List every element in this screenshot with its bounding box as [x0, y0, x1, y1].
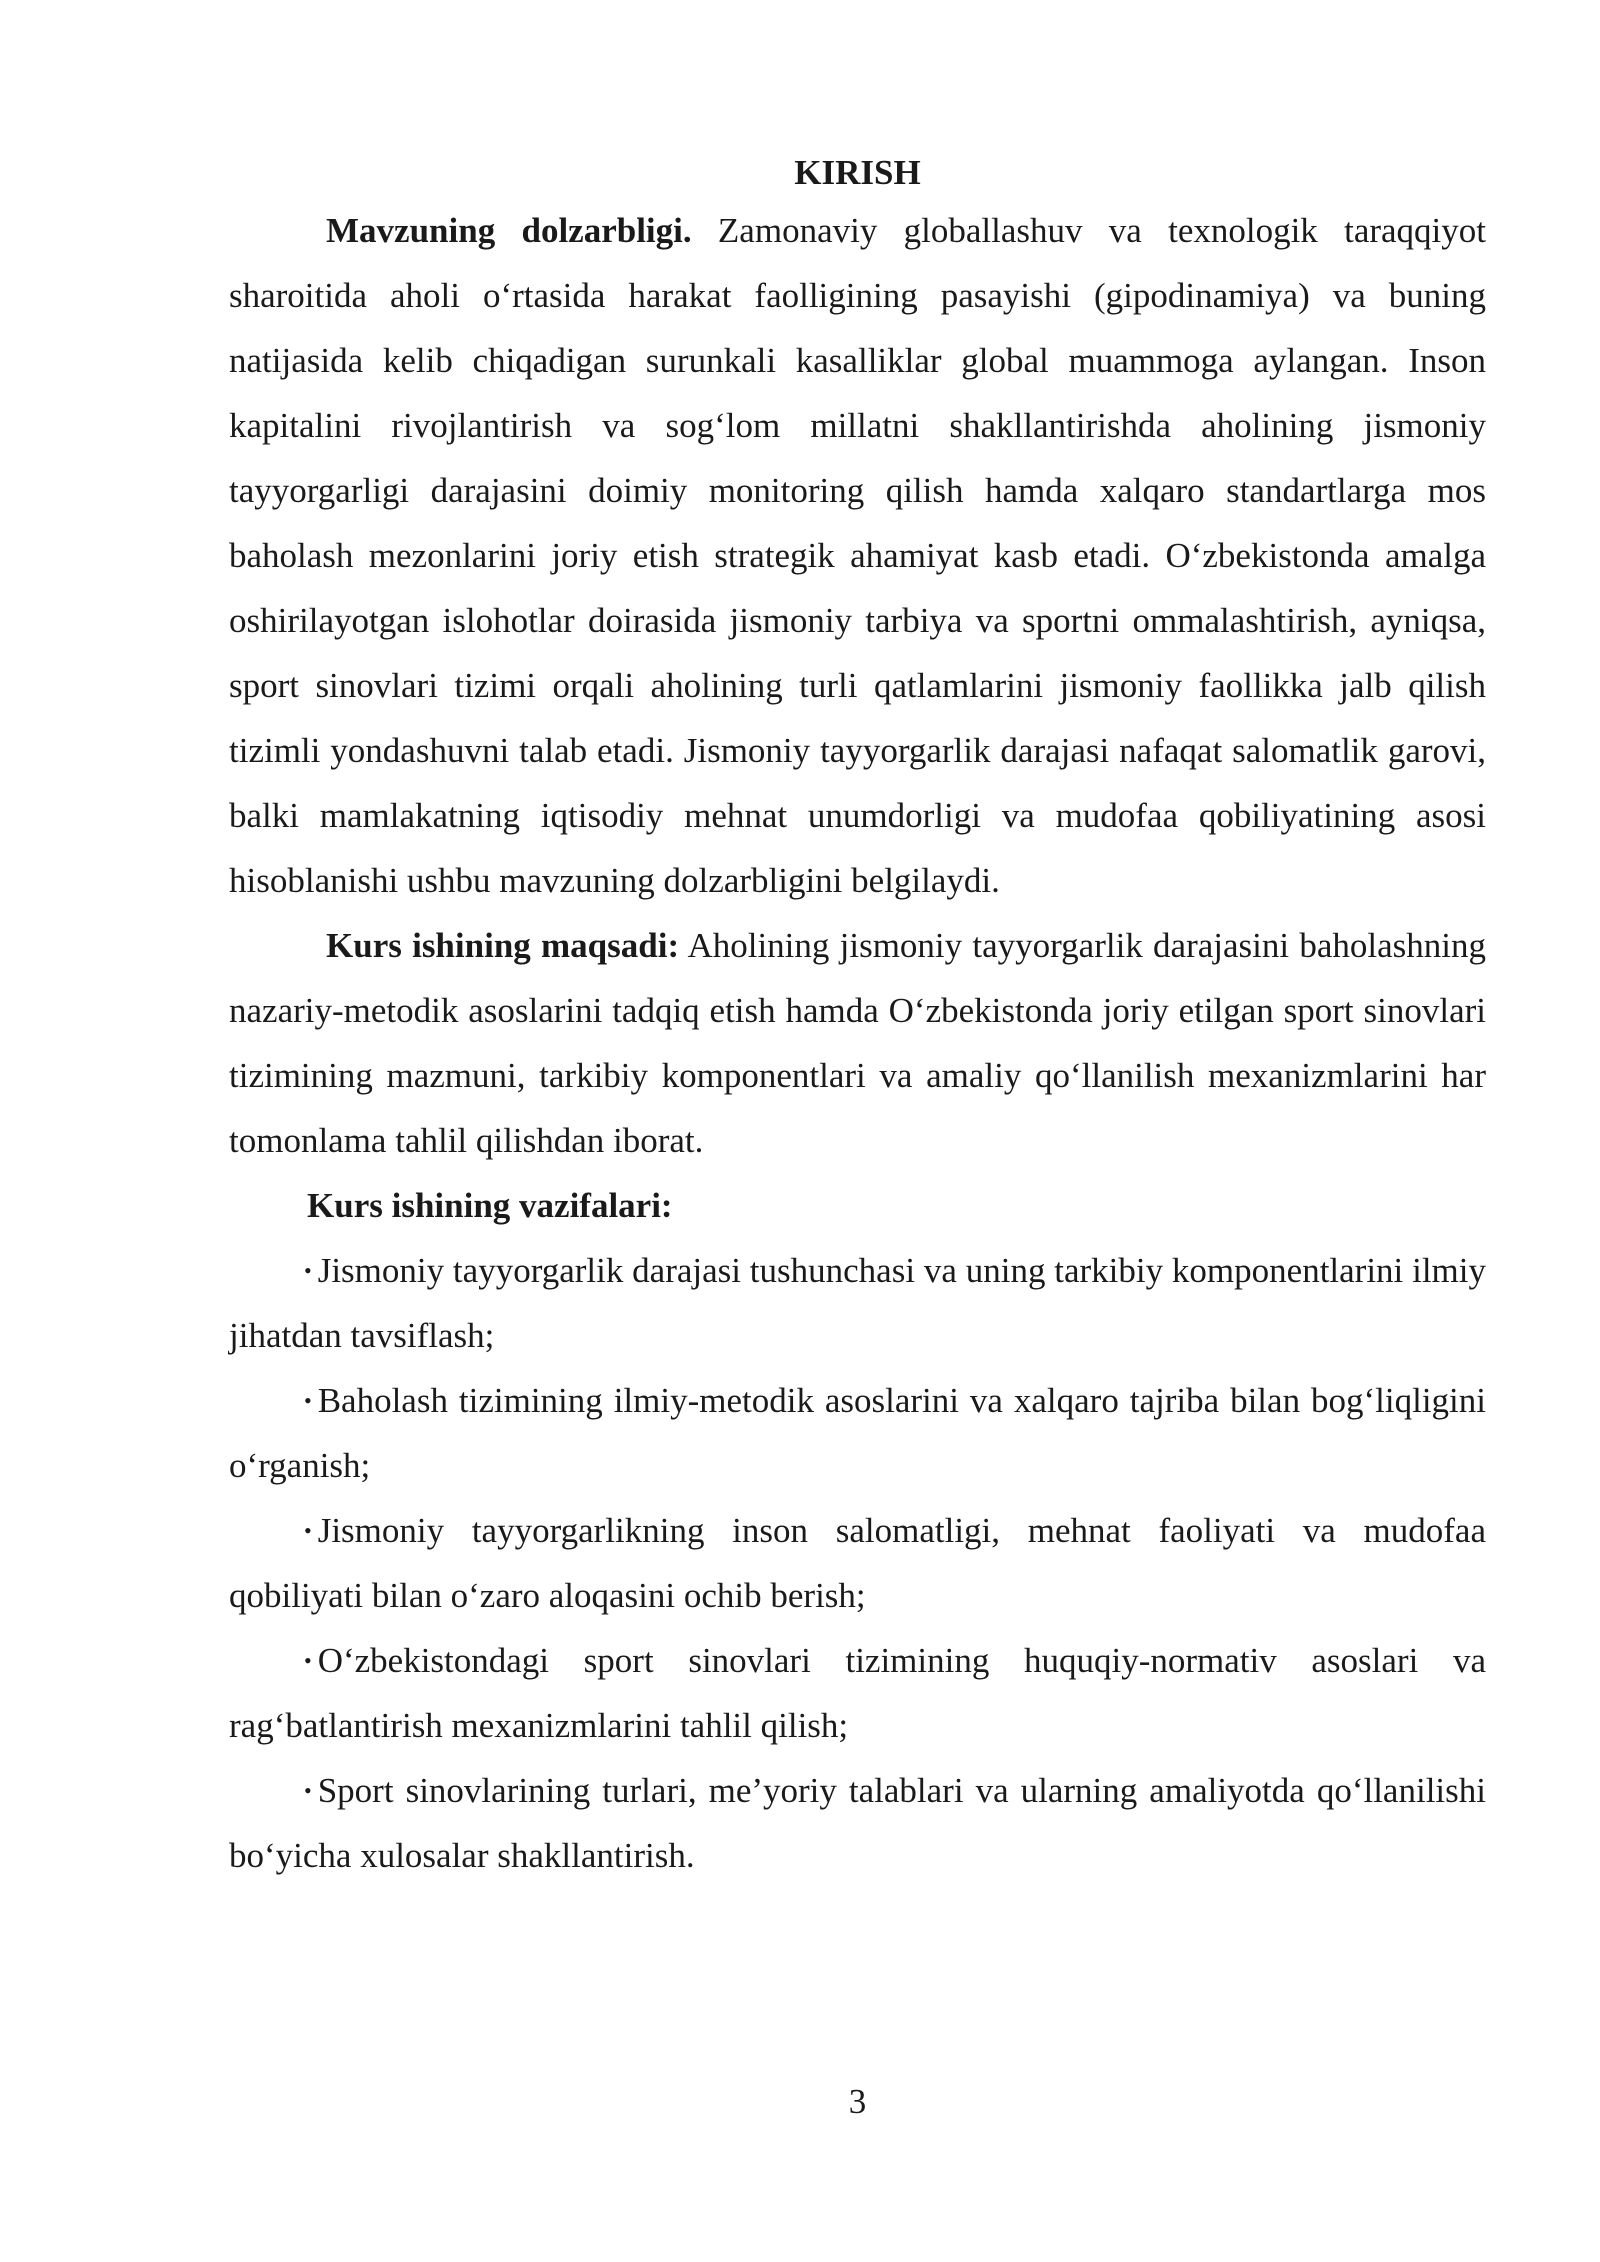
section-heading: KIRISH	[794, 153, 921, 192]
task-item	[229, 1758, 1486, 1888]
relevance-label: Mavzuning dolzarbligi.	[326, 211, 692, 250]
task-item-text: Baholash tizimining ilmiy-metodik asoslarini va xalqaro tajriba bilan bog‘liqligini o‘rganish;	[229, 1381, 1486, 1485]
tasks-heading: Kurs ishining vazifalari:	[307, 1186, 673, 1225]
task-item-text: O‘zbekistondagi sport sinovlari tizimining huquqiy-normativ asoslari va rag‘batlantirish mexanizmlarini tahlil qilish;	[229, 1641, 1486, 1745]
goal-paragraph	[229, 913, 1486, 1173]
goal-label: Kurs ishining maqsadi:	[326, 926, 680, 965]
task-item	[229, 1238, 1486, 1368]
goal-text: Aholining jismoniy tayyorgarlik darajasini baholashning nazariy-metodik asoslarini tadqiq etish hamda O‘zbekistonda joriy etilgan sport sinovlari tizimining mazmuni, tarkibiy komponentlari va amaliy qo‘llanilish mexanizmlarini har tomonlama tahlil qilishdan iborat.	[229, 926, 1486, 1160]
bullet-icon: •	[304, 1778, 312, 1803]
task-item-text: Jismoniy tayyorgarlikning inson salomatligi, mehnat faoliyati va mudofaa qobiliyati bilan o‘zaro aloqasini ochib berish;	[229, 1511, 1486, 1615]
task-item	[229, 1628, 1486, 1758]
task-item	[229, 1498, 1486, 1628]
task-item	[229, 1368, 1486, 1498]
bullet-icon: •	[304, 1388, 312, 1413]
relevance-paragraph	[229, 198, 1486, 913]
task-item-text: Sport sinovlarining turlari, me’yoriy talablari va ularning amaliyotda qo‘llanilishi bo‘yicha xulosalar shakllantirish.	[229, 1771, 1486, 1875]
bullet-icon: •	[304, 1258, 312, 1283]
task-item-text: Jismoniy tayyorgarlik darajasi tushunchasi va uning tarkibiy komponentlarini ilmiy jihatdan tavsiflash;	[229, 1251, 1486, 1355]
bullet-icon: •	[304, 1648, 312, 1673]
page-content	[229, 148, 1486, 1888]
page-number: 3	[848, 2082, 867, 2121]
relevance-text: Zamonaviy globallashuv va texnologik taraqqiyot sharoitida aholi o‘rtasida harakat faolligining pasayishi (gipodinamiya) va buning natijasida kelib chiqadigan surunkali kasalliklar global muammoga aylangan. Inson kapitalini rivojlantirish va sog‘lom millatni shakllantirishda aholining jismoniy tayyorgarligi darajasini doimiy monitoring qilish hamda xalqaro standartlarga mos baholash mezonlarini joriy etish strategik ahamiyat kasb etadi. O‘zbekistonda amalga oshirilayotgan islohotlar doirasida jismoniy tarbiya va sportni ommalashtirish, ayniqsa, sport sinovlari tizimi orqali aholining turli qatlamlarini jismoniy faollikka jalb qilish tizimli yondashuvni talab etadi. Jismoniy tayyorgarlik darajasi nafaqat salomatlik garovi, balki mamlakatning iqtisodiy mehnat unumdorligi va mudofaa qobiliyatining asosi hisoblanishi ushbu mavzuning dolzarbligini belgilaydi.	[229, 211, 1486, 900]
bullet-icon: •	[304, 1518, 312, 1543]
